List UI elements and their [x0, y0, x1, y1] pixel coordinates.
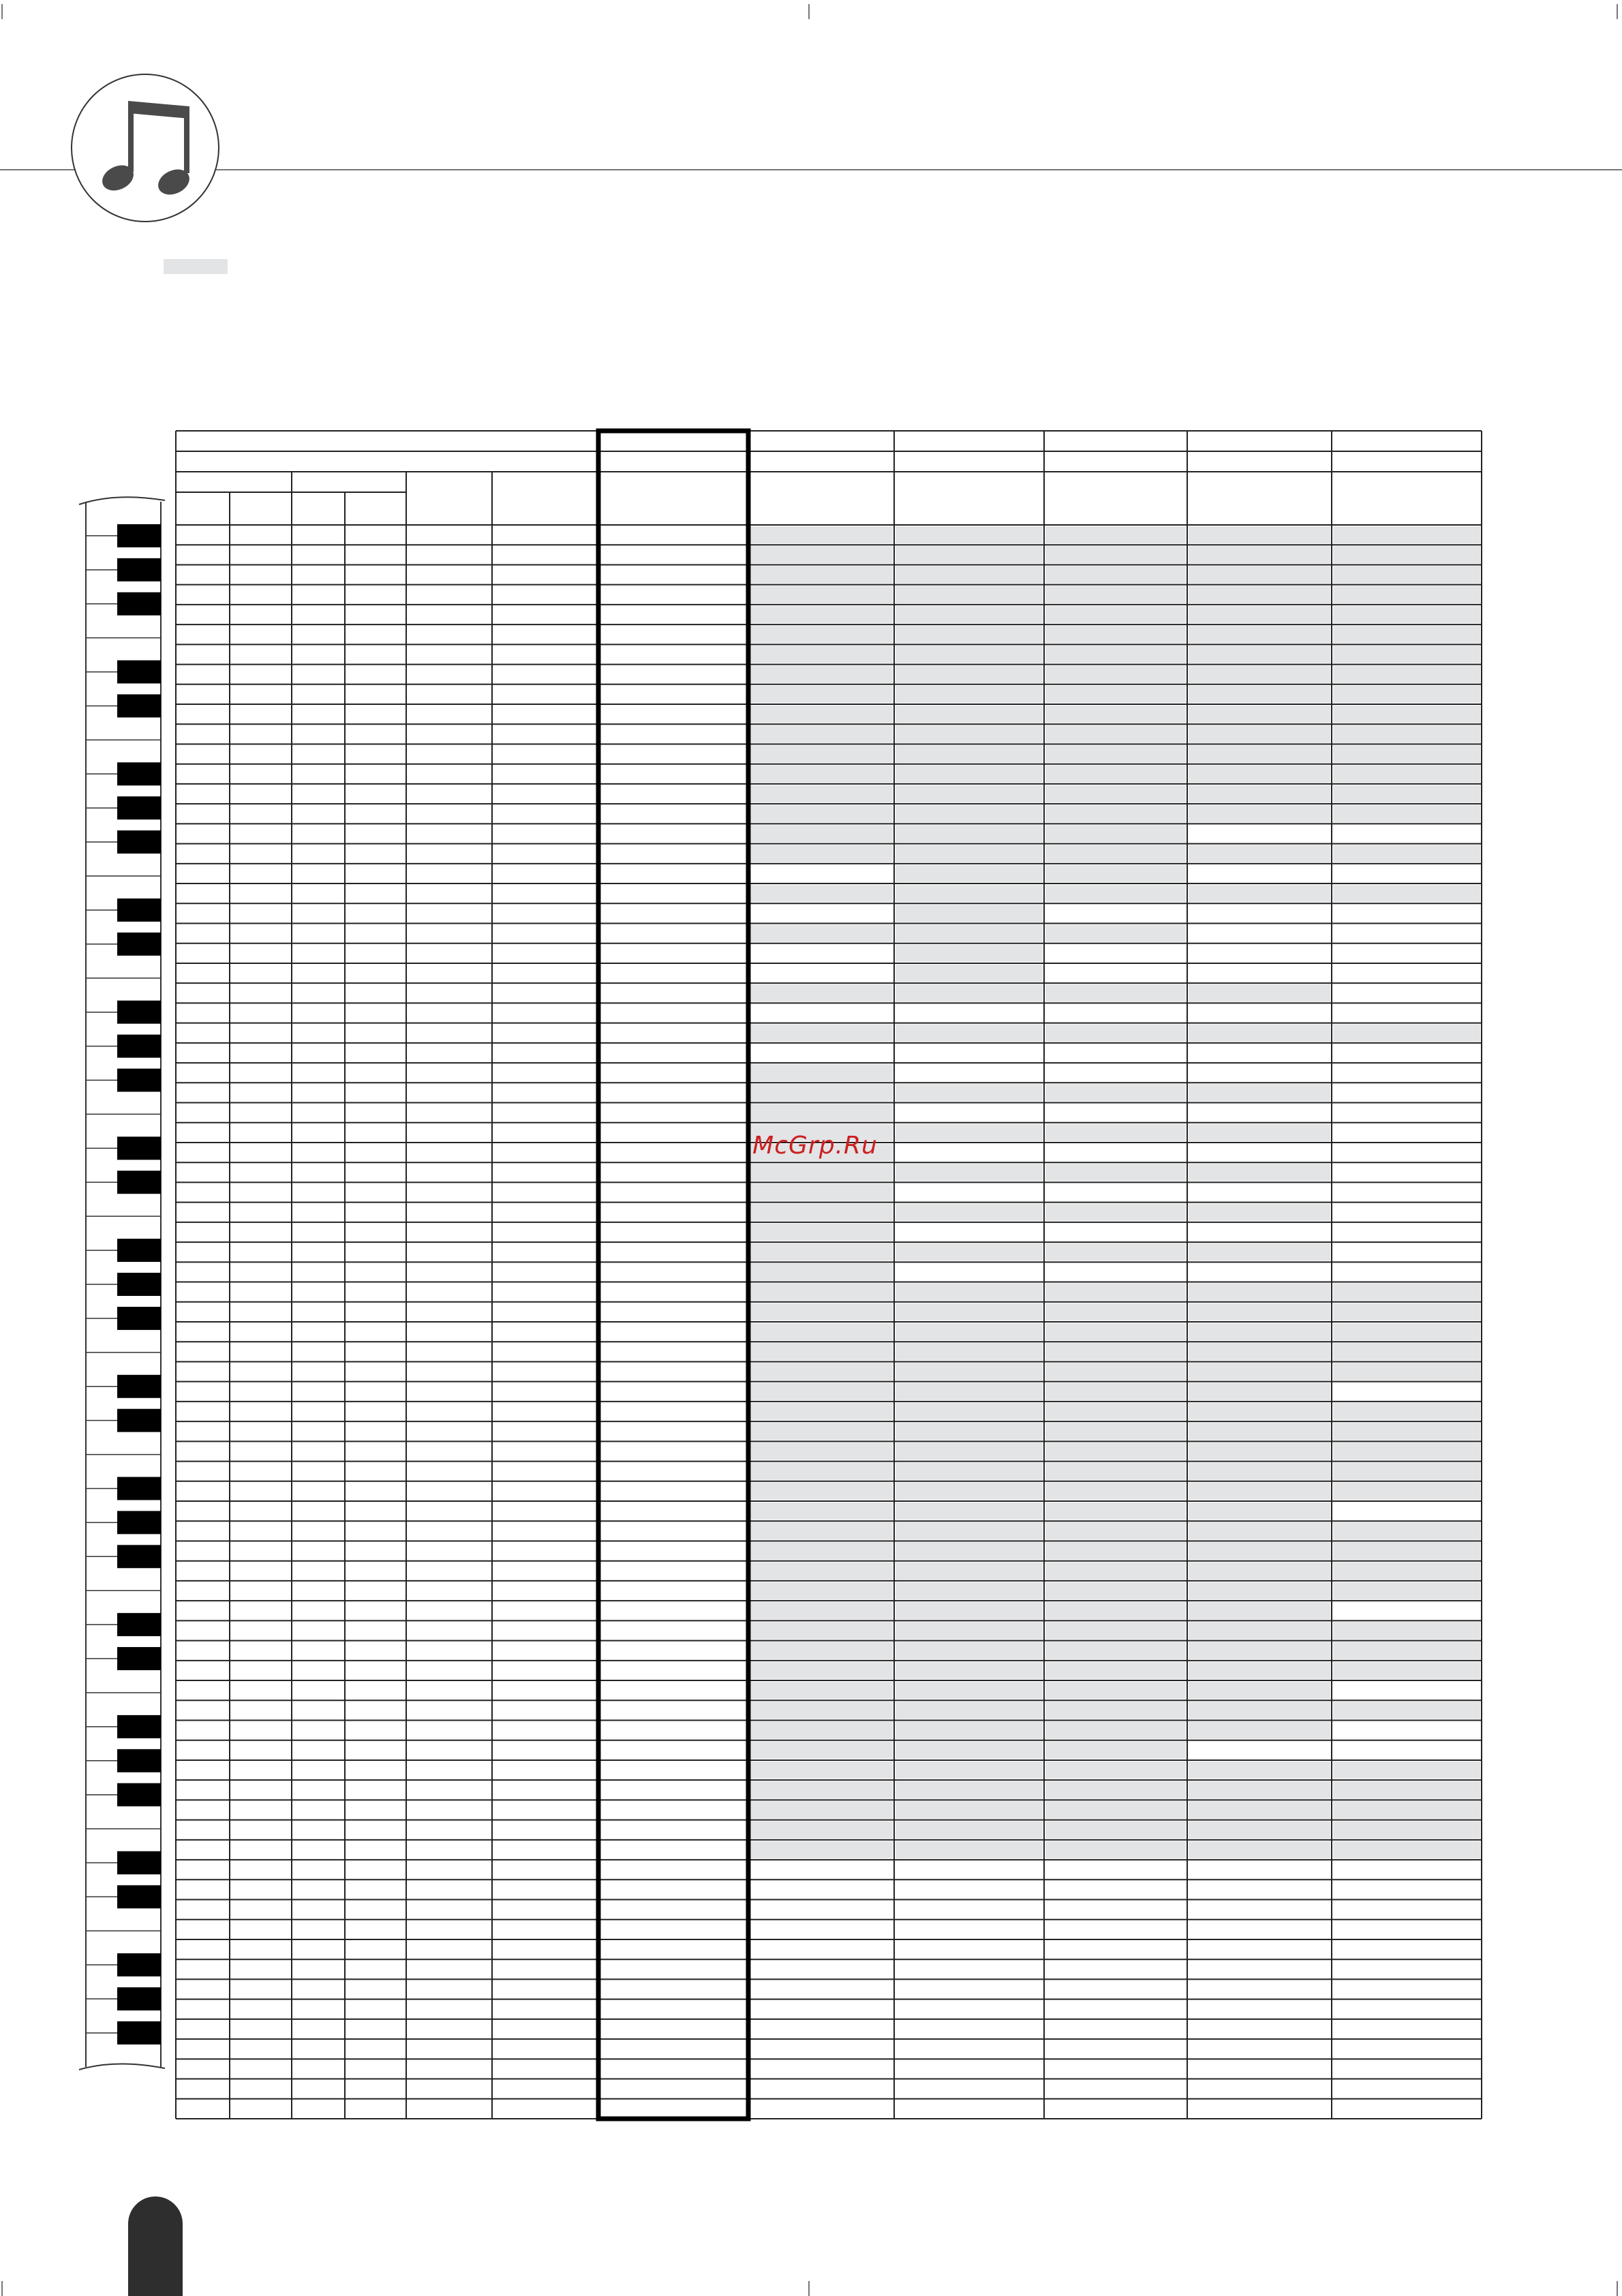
shaded-cell [750, 586, 893, 603]
shaded-cell [1045, 566, 1186, 583]
shaded-cell [1333, 566, 1480, 583]
shaded-cell [1189, 1502, 1330, 1520]
shaded-cell [896, 1025, 1043, 1042]
shaded-cell [1045, 586, 1186, 603]
shaded-cell [1189, 1204, 1330, 1221]
shaded-cell [1333, 885, 1480, 902]
shaded-cell [750, 606, 893, 623]
shaded-cell [1045, 1025, 1186, 1042]
shaded-cell [750, 1243, 893, 1260]
crop-mark [1617, 4, 1618, 19]
shaded-cell [1189, 1383, 1330, 1400]
shaded-cell [750, 1762, 893, 1779]
shaded-cell [750, 1662, 893, 1679]
shaded-cell [1045, 1742, 1186, 1759]
shaded-cell [1189, 1602, 1330, 1619]
shaded-cell [1333, 1303, 1480, 1320]
shaded-cell [896, 905, 1043, 922]
shaded-cell [1045, 1522, 1186, 1539]
shaded-cell [750, 725, 893, 742]
shaded-cell [750, 1323, 893, 1340]
shaded-cell [1045, 1722, 1186, 1739]
shaded-cell [1189, 1622, 1330, 1639]
shaded-cell [1333, 805, 1480, 822]
shaded-cell [1045, 1762, 1186, 1779]
shaded-cell [750, 1284, 893, 1301]
shaded-cell [750, 984, 893, 1001]
shaded-cell [1333, 845, 1480, 862]
shaded-cell [1189, 725, 1330, 742]
shaded-cell [896, 526, 1043, 543]
shaded-cell [1045, 1841, 1186, 1858]
shaded-cell [750, 1742, 893, 1759]
shaded-cell [896, 925, 1043, 942]
shaded-cell [750, 1622, 893, 1639]
shaded-cell [896, 1682, 1043, 1699]
shaded-cell [1045, 1642, 1186, 1659]
shaded-cell [1189, 885, 1330, 902]
shaded-cell [896, 945, 1043, 962]
shaded-cell [1333, 745, 1480, 762]
shaded-cell [1045, 766, 1186, 783]
shaded-cell [1045, 646, 1186, 663]
shaded-cell [1045, 1403, 1186, 1420]
shaded-cell [1333, 1284, 1480, 1301]
shaded-cell [1189, 1403, 1330, 1420]
shaded-cell [1189, 1442, 1330, 1460]
shaded-cell [1189, 984, 1330, 1001]
shaded-cell [896, 1622, 1043, 1639]
shaded-cell [1333, 766, 1480, 783]
shaded-cell [1045, 526, 1186, 543]
shaded-cell [750, 1582, 893, 1599]
shaded-cell [896, 885, 1043, 902]
shaded-cell [1333, 1522, 1480, 1539]
shaded-cell [1045, 1303, 1186, 1320]
shaded-cell [896, 1582, 1043, 1599]
shaded-cell [896, 785, 1043, 802]
shaded-cell [750, 1383, 893, 1400]
shaded-cell [1189, 1682, 1330, 1699]
shaded-cell [1045, 1801, 1186, 1818]
shaded-cell [750, 1423, 893, 1440]
shaded-cell [896, 1502, 1043, 1520]
shaded-cell [1189, 646, 1330, 663]
shaded-cell [1045, 885, 1186, 902]
shaded-cell [1045, 925, 1186, 942]
shaded-cell [896, 1602, 1043, 1619]
shaded-cell [1333, 1702, 1480, 1719]
shaded-cell [750, 745, 893, 762]
shaded-cell [1189, 805, 1330, 822]
shaded-cell [1189, 566, 1330, 583]
shaded-cell [1189, 1025, 1330, 1042]
shaded-cell [1189, 1722, 1330, 1739]
shaded-cell [750, 766, 893, 783]
shaded-cells [750, 526, 1480, 1858]
shaded-cell [1333, 1025, 1480, 1042]
shaded-cell [1189, 706, 1330, 723]
shaded-cell [1333, 1781, 1480, 1798]
shaded-cell [1189, 586, 1330, 603]
shaded-cell [1333, 706, 1480, 723]
shaded-cell [750, 1403, 893, 1420]
shaded-cell [750, 885, 893, 902]
shaded-cell [896, 1284, 1043, 1301]
shaded-cell [896, 1383, 1043, 1400]
shaded-cell [1189, 1762, 1330, 1779]
shaded-cell [896, 1762, 1043, 1779]
shaded-cell [1045, 1662, 1186, 1679]
shaded-cell [1189, 1164, 1330, 1181]
shaded-cell [1333, 546, 1480, 563]
shaded-cell [750, 546, 893, 563]
shaded-cell [1045, 1502, 1186, 1520]
shaded-cell [1189, 745, 1330, 762]
shaded-cell [1189, 1781, 1330, 1798]
shaded-cell [896, 1822, 1043, 1839]
shaded-cell [750, 526, 893, 543]
shaded-cell [896, 1243, 1043, 1260]
shaded-cell [750, 686, 893, 703]
shaded-cell [750, 845, 893, 862]
shaded-cell [896, 1742, 1043, 1759]
shaded-cell [1189, 526, 1330, 543]
shaded-cell [1189, 1582, 1330, 1599]
shaded-cell [750, 1702, 893, 1719]
shaded-cell [1189, 1642, 1330, 1659]
shaded-cell [1045, 1442, 1186, 1460]
shaded-cell [1189, 845, 1330, 862]
shaded-cell [896, 1702, 1043, 1719]
shaded-cell [1333, 1542, 1480, 1559]
shaded-cell [1189, 626, 1330, 643]
shaded-cell [1189, 1841, 1330, 1858]
shaded-cell [1045, 686, 1186, 703]
shaded-cell [1045, 865, 1186, 882]
shaded-cell [1333, 586, 1480, 603]
shaded-cell [1189, 1801, 1330, 1818]
shaded-cell [1045, 1243, 1186, 1260]
shaded-cell [1189, 1284, 1330, 1301]
shaded-cell [1045, 1702, 1186, 1719]
shaded-cell [1189, 1323, 1330, 1340]
shaded-cell [1333, 1822, 1480, 1839]
shaded-cell [1045, 706, 1186, 723]
shaded-cell [750, 1025, 893, 1042]
shaded-cell [1189, 1343, 1330, 1360]
shaded-cell [1045, 626, 1186, 643]
shaded-cell [896, 805, 1043, 822]
shaded-cell [896, 725, 1043, 742]
shaded-cell [1333, 1363, 1480, 1380]
shaded-cell [1189, 1822, 1330, 1839]
shaded-cell [1045, 666, 1186, 683]
shaded-cell [896, 865, 1043, 882]
shaded-cell [1333, 1801, 1480, 1818]
shaded-cell [1045, 1284, 1186, 1301]
shaded-cell [1189, 1702, 1330, 1719]
shaded-cell [896, 706, 1043, 723]
shaded-cell [750, 1084, 893, 1101]
shaded-cell [896, 1423, 1043, 1440]
shaded-cell [1333, 1423, 1480, 1440]
shaded-cell [1333, 1562, 1480, 1580]
shaded-cell [1333, 1483, 1480, 1500]
shaded-cell [1189, 1562, 1330, 1580]
shaded-cell [896, 1722, 1043, 1739]
shaded-cell [750, 1642, 893, 1659]
shaded-cell [896, 1084, 1043, 1101]
shaded-cell [750, 1722, 893, 1739]
shaded-cell [750, 1542, 893, 1559]
shaded-cell [1045, 1822, 1186, 1839]
shaded-cell [1045, 1423, 1186, 1440]
shaded-cell [896, 845, 1043, 862]
shaded-cell [1333, 725, 1480, 742]
shaded-cell [896, 1323, 1043, 1340]
shaded-cell [1189, 666, 1330, 683]
shaded-cell [750, 1781, 893, 1798]
crop-mark [808, 2281, 810, 2296]
shaded-cell [750, 1164, 893, 1181]
shaded-cell [750, 1801, 893, 1818]
shaded-cell [1045, 1582, 1186, 1599]
shaded-cell [896, 1662, 1043, 1679]
shaded-cell [896, 984, 1043, 1001]
shaded-cell [1189, 785, 1330, 802]
shaded-cell [1189, 766, 1330, 783]
shaded-cell [750, 1224, 893, 1241]
crop-mark [1, 2281, 3, 2296]
shaded-cell [896, 1542, 1043, 1559]
shaded-cell [1045, 785, 1186, 802]
shaded-cell [896, 586, 1043, 603]
shaded-cell [750, 1343, 893, 1360]
shaded-cell [1045, 1343, 1186, 1360]
shaded-cell [896, 965, 1043, 982]
shaded-cell [896, 1343, 1043, 1360]
shaded-cell [750, 925, 893, 942]
shaded-cell [1045, 1682, 1186, 1699]
page-number-tab [128, 2196, 183, 2296]
shaded-cell [750, 1263, 893, 1280]
shaded-cell [1045, 1562, 1186, 1580]
shaded-cell [750, 706, 893, 723]
shaded-cell [896, 1403, 1043, 1420]
shaded-cell [1045, 1781, 1186, 1798]
shaded-cell [1189, 1363, 1330, 1380]
shaded-cell [896, 1562, 1043, 1580]
shaded-cell [1045, 745, 1186, 762]
shaded-cell [750, 805, 893, 822]
shaded-cell [1189, 606, 1330, 623]
shaded-cell [1189, 1522, 1330, 1539]
shaded-cell [1333, 526, 1480, 543]
shaded-cell [896, 1781, 1043, 1798]
shaded-cell [1333, 626, 1480, 643]
shaded-cell [1333, 1662, 1480, 1679]
shaded-cell [1045, 606, 1186, 623]
shaded-cell [1189, 1662, 1330, 1679]
shaded-cell [750, 1682, 893, 1699]
shaded-cell [750, 1104, 893, 1121]
shaded-cell [1045, 546, 1186, 563]
shaded-cell [1189, 1124, 1330, 1141]
shaded-cell [1045, 845, 1186, 862]
shaded-cell [750, 646, 893, 663]
shaded-cell [1045, 1383, 1186, 1400]
shaded-cell [1045, 1363, 1186, 1380]
shaded-cell [896, 766, 1043, 783]
shaded-cell [750, 566, 893, 583]
shaded-cell [750, 1841, 893, 1858]
watermark: McGrp.Ru [752, 1132, 878, 1160]
shaded-cell [1189, 1084, 1330, 1101]
shaded-cell [750, 1463, 893, 1480]
shaded-cell [1333, 785, 1480, 802]
shaded-cell [1045, 1204, 1186, 1221]
shaded-cell [750, 1562, 893, 1580]
shaded-cell [1045, 1463, 1186, 1480]
shaded-cell [1045, 725, 1186, 742]
shaded-cell [1045, 1124, 1186, 1141]
shaded-cell [896, 686, 1043, 703]
shaded-cell [1333, 1442, 1480, 1460]
shaded-cell [750, 666, 893, 683]
shaded-cell [1189, 1483, 1330, 1500]
shaded-cell [1045, 1483, 1186, 1500]
shaded-cell [1189, 1243, 1330, 1260]
shaded-cell [1045, 1622, 1186, 1639]
shaded-cell [750, 1483, 893, 1500]
shaded-cell [1333, 1343, 1480, 1360]
shaded-cell [750, 1822, 893, 1839]
shaded-cell [750, 1303, 893, 1320]
shaded-cell [750, 1363, 893, 1380]
shaded-cell [1045, 1542, 1186, 1559]
shaded-cell [1189, 1303, 1330, 1320]
shaded-cell [1189, 1542, 1330, 1559]
shaded-cell [1333, 1463, 1480, 1480]
shaded-cell [1045, 805, 1186, 822]
shaded-cell [750, 1502, 893, 1520]
shaded-cell [896, 1841, 1043, 1858]
shaded-cell [896, 745, 1043, 762]
shaded-cell [750, 626, 893, 643]
shaded-cell [750, 1522, 893, 1539]
shaded-cell [1189, 686, 1330, 703]
shaded-cell [896, 1442, 1043, 1460]
shaded-cell [1333, 1642, 1480, 1659]
crop-mark [1, 4, 3, 19]
shaded-cell [1333, 686, 1480, 703]
shaded-cell [896, 666, 1043, 683]
shaded-cell [750, 1442, 893, 1460]
shaded-cell [1333, 1403, 1480, 1420]
shaded-cell [1189, 546, 1330, 563]
shaded-cell [1333, 1762, 1480, 1779]
shaded-cell [1333, 666, 1480, 683]
shaded-cell [1045, 984, 1186, 1001]
shaded-cell [1045, 825, 1186, 842]
shaded-cell [1333, 1622, 1480, 1639]
shaded-cell [750, 825, 893, 842]
crop-mark [1617, 2281, 1618, 2296]
shaded-cell [1045, 1323, 1186, 1340]
shaded-cell [1189, 1423, 1330, 1440]
shaded-cell [750, 1204, 893, 1221]
shaded-cell [896, 1483, 1043, 1500]
shaded-cell [896, 1164, 1043, 1181]
shaded-cell [896, 606, 1043, 623]
shaded-cell [750, 1183, 893, 1200]
shaded-cell [896, 1522, 1043, 1539]
shaded-cell [1333, 1582, 1480, 1599]
shaded-cell [1045, 1084, 1186, 1101]
shaded-cell [750, 1602, 893, 1619]
shaded-cell [896, 1463, 1043, 1480]
shaded-cell [896, 646, 1043, 663]
shaded-cell [896, 546, 1043, 563]
shaded-cell [896, 1124, 1043, 1141]
shaded-cell [1189, 1463, 1330, 1480]
shaded-cell [1333, 1323, 1480, 1340]
shaded-cell [896, 1801, 1043, 1818]
shaded-cell [896, 626, 1043, 643]
shaded-cell [750, 1064, 893, 1081]
shaded-cell [750, 785, 893, 802]
shaded-cell [896, 566, 1043, 583]
shaded-cell [896, 1303, 1043, 1320]
shaded-cell [1333, 606, 1480, 623]
shaded-cell [1333, 646, 1480, 663]
shaded-cell [1333, 1841, 1480, 1858]
shaded-cell [1045, 1602, 1186, 1619]
shaded-cell [1045, 1164, 1186, 1181]
crop-mark [808, 4, 810, 19]
shaded-cell [896, 1642, 1043, 1659]
shaded-cell [896, 1204, 1043, 1221]
shaded-cell [896, 825, 1043, 842]
shaded-cell [896, 1363, 1043, 1380]
